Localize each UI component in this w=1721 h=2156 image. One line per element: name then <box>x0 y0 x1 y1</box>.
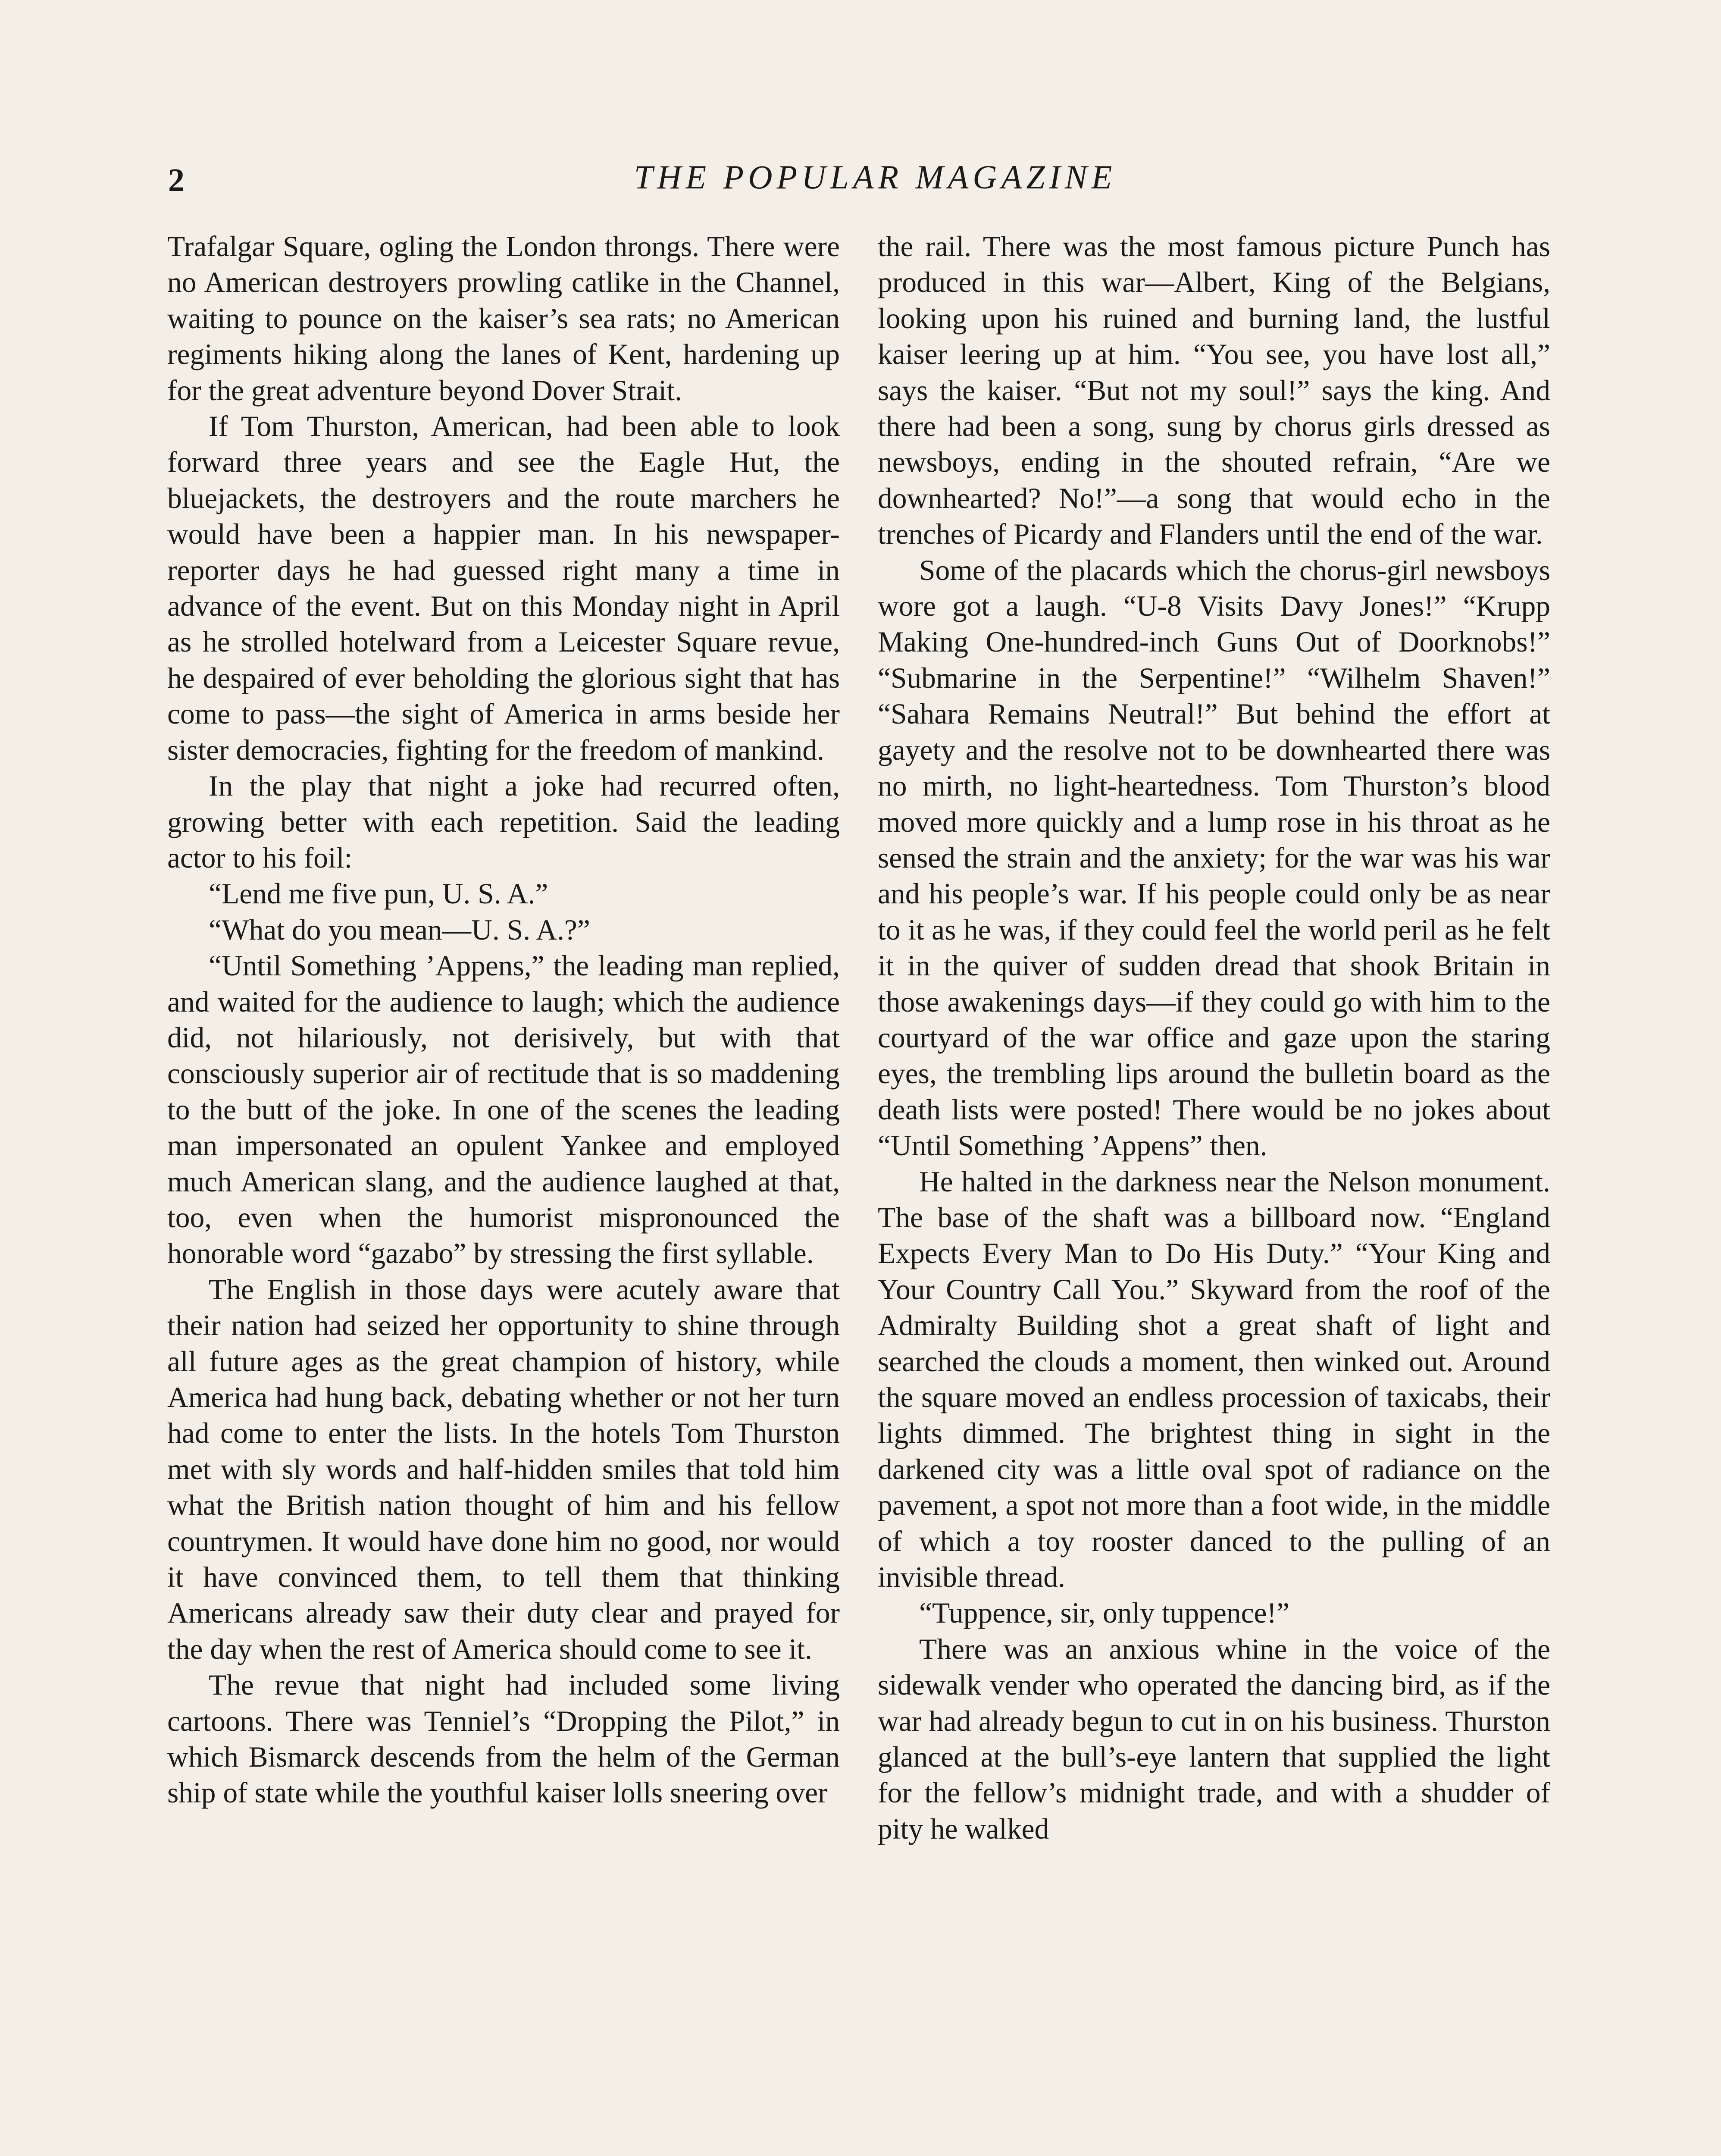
paragraph: The English in those days were acutely aware that their nation had seized her opportunity to shine through all future ages as the great champion of history, while America had hung back, debating whether or not her turn had come to enter the lists. In the hotels Tom Thurston met with sly words and half-hidden smiles that told him what the British nation thought of him and his fellow countrymen. It would have done him no good, nor would it have convinced them, to tell them that thinking Americans already saw their duty clear and prayed for the day when the rest of America should come to see it. <box>167 1273 840 1665</box>
paragraph: the rail. There was the most famous picture Punch has produced in this war—Albert, King of the Belgians, looking upon his ruined and burning land, the lustful kaiser leering up at him. “You see, you have lost all,” says the kaiser. “But not my soul!” says the king. And there had been a song, sung by chorus girls dressed as newsboys, ending in the shouted refrain, “Are we downhearted? No!”—a song that would echo in the trenches of Picardy and Flanders until the end of the war. <box>878 230 1550 551</box>
paragraph: “Lend me five pun, U. S. A.” <box>209 877 548 910</box>
page-number: 2 <box>168 162 185 198</box>
running-head: THE POPULAR MAGAZINE <box>634 158 1117 196</box>
paragraph: If Tom Thurston, American, had been able to look forward three years and see the Eagle Hut, the bluejackets, the destroyers and the route marchers he would have been a happier man. In his newspaper-reporter days he had guessed right many a time in advance of the event. But on this Monday night in April as he strolled hotelward from a Leicester Square revue, he despaired of ever beholding the glorious sight that has come to pass—the sight of America in arms beside her sister democracies, fighting for the freedom of mankind. <box>167 410 840 766</box>
paragraph: “Tuppence, sir, only tuppence!” <box>919 1597 1289 1630</box>
paragraph: Some of the placards which the chorus-girl newsboys wore got a laugh. “U-8 Visits Davy Jones!” “Krupp Making One-hundred-inch Guns Out of Doorknobs!” “Submarine in the Serpentine!” “Wilhelm Shaven!” “Sahara Remains Neutral!” But behind the effort at gayety and the resolve not to be downhearted there was no mirth, no light-heartedness. Tom Thurston’s blood moved more quickly and a lump rose in his throat as he sensed the strain and the anxiety; for the war was his war and his people’s war. If his people could only be as near to it as he was, if they could feel the world peril as he felt it in the quiver of sudden dread that shook Britain in those awakenings days—if they could go with him to the courtyard of the war office and gaze upon the staring eyes, the trembling lips around the bulletin board as the death lists were posted! There would be no jokes about “Until Something ’Appens” then. <box>878 554 1550 1162</box>
paragraph: He halted in the darkness near the Nelson monument. The base of the shaft was a billboard now. “England Expects Every Man to Do His Duty.” “Your King and Your Country Call You.” Skyward from the roof of the Admiralty Building shot a great shaft of light and searched the clouds a moment, then winked out. Around the square moved an endless procession of taxicabs, their lights dimmed. The brightest thing in sight in the darkened city was a little oval spot of radiance on the pavement, a spot not more than a foot wide, in the middle of which a toy rooster danced to the pulling of an invisible thread. <box>878 1165 1550 1594</box>
right-column <box>878 229 1550 1847</box>
paragraph: “Until Something ’Appens,” the leading man replied, and waited for the audience to laugh; which the audience did, not hilariously, not derisively, but with that consciously superior air of rectitude that is so maddening to the butt of the joke. In one of the scenes the leading man impersonated an opulent Yankee and employed much American slang, and the audience laughed at that, too, even when the humorist mispronounced the honorable word “gazabo” by stressing the first syllable. <box>167 950 840 1270</box>
paragraph: “What do you mean—U. S. A.?” <box>209 913 590 946</box>
paragraph: There was an anxious whine in the voice of the sidewalk vender who operated the dancing bird, as if the war had already begun to cut in on his business. Thurston glanced at the bull’s-eye lantern that supplied the light for the fellow’s midnight trade, and with a shudder of pity he walked <box>878 1633 1550 1845</box>
paragraph: In the play that night a joke had recurred often, growing better with each repetition. Said the leading actor to his foil: <box>167 770 840 874</box>
left-column <box>167 229 840 1811</box>
paragraph: The revue that night had included some living cartoons. There was Tenniel’s “Dropping the Pilot,” in which Bismarck descends from the helm of the German ship of state while the youthful kaiser lolls sneering over <box>167 1669 840 1809</box>
paragraph: Trafalgar Square, ogling the London throngs. There were no American destroyers prowling catlike in the Channel, waiting to pounce on the kaiser’s sea rats; no American regiments hiking along the lanes of Kent, hardening up for the great adventure beyond Dover Strait. <box>167 230 840 407</box>
